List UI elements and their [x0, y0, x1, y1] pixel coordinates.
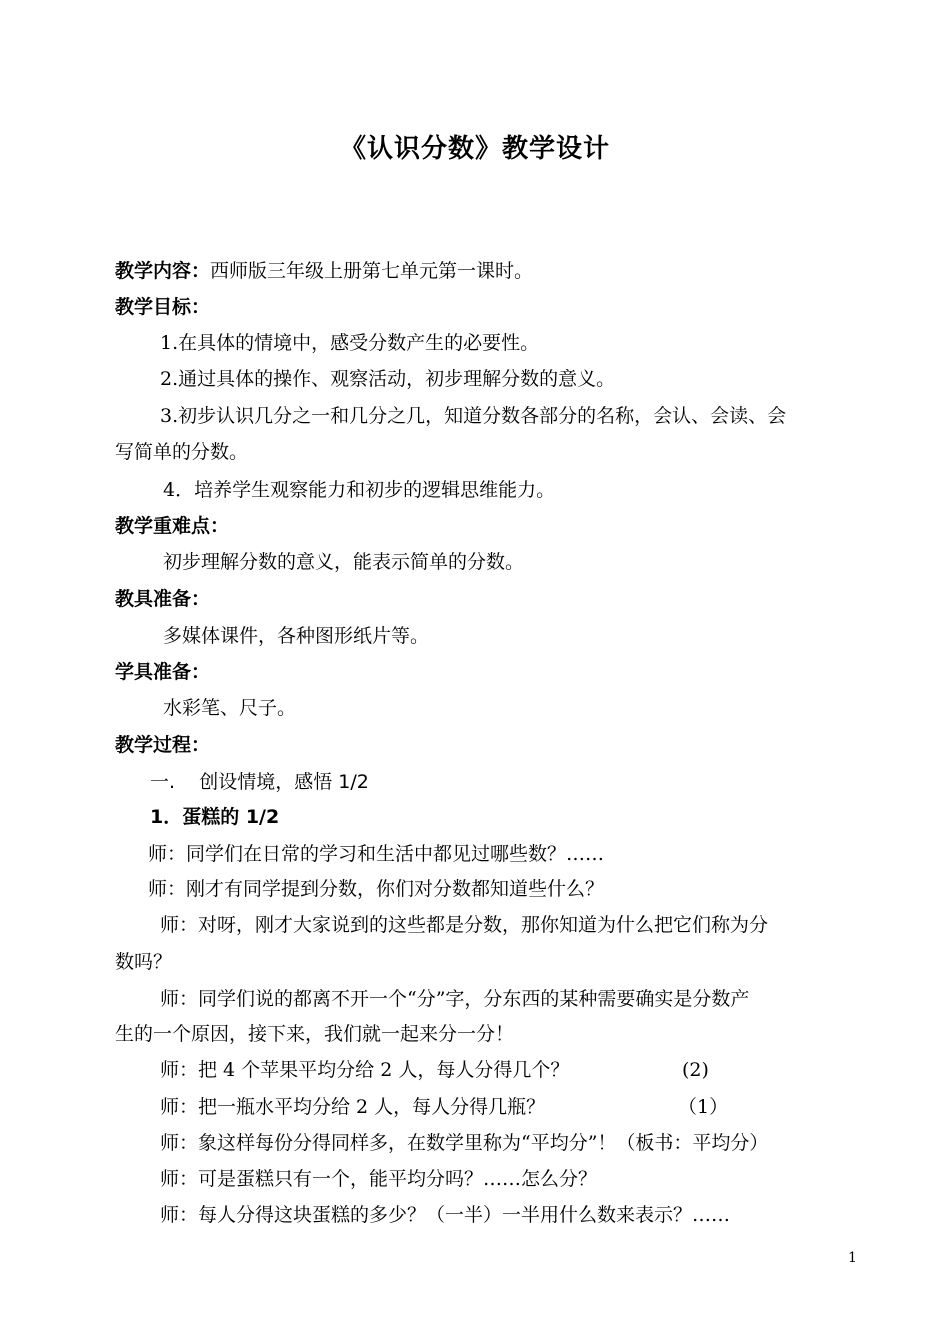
goal-item: 4．培养学生观察能力和初步的逻辑思维能力。 [163, 479, 556, 501]
content-line [115, 259, 533, 283]
process-heading: 教学过程： [115, 734, 211, 756]
document-title: 《认识分数》教学设计 [339, 134, 610, 164]
goal-item: 1.在具体的情境中，感受分数产生的必要性。 [160, 332, 540, 354]
answer-note: （1） [678, 1096, 729, 1118]
section-heading: 一. 创设情境，感悟 1/2 [150, 771, 369, 793]
dialogue-line-continuation: 生的一个原因，接下来，我们就一起来分一分！ [115, 1023, 515, 1045]
key-points-heading: 教学重难点： [115, 515, 230, 537]
dialogue-line: 师：象这样每份分得同样多，在数学里称为“平均分”！（板书：平均分） [160, 1132, 769, 1154]
dialogue-line: 师：同学们说的都离不开一个“分”字，分东西的某种需要确实是分数产 [160, 988, 750, 1010]
dialogue-line: 师：同学们在日常的学习和生活中都见过哪些数？…… [148, 843, 605, 865]
key-points-text: 初步理解分数的意义，能表示简单的分数。 [163, 551, 525, 573]
dialogue-line-continuation: 数吗？ [115, 951, 173, 973]
teacher-tools-heading: 教具准备： [115, 588, 211, 610]
dialogue-line: 师：对呀，刚才大家说到的这些都是分数，那你知道为什么把它们称为分 [160, 914, 769, 936]
student-tools-text: 水彩笔、尺子。 [163, 697, 297, 719]
teacher-tools-text: 多媒体课件，各种图形纸片等。 [163, 625, 430, 647]
student-tools-heading: 学具准备： [115, 661, 211, 683]
dialogue-line: 师：每人分得这块蛋糕的多少？（一半）一半用什么数来表示？…… [160, 1204, 731, 1226]
goal-item-continuation: 写简单的分数。 [115, 441, 249, 463]
goal-item: 3.初步认识几分之一和几分之几，知道分数各部分的名称，会认、会读、会 [160, 405, 787, 427]
dialogue-line: 师：把 4 个苹果平均分给 2 人，每人分得几个？ [160, 1059, 570, 1081]
goals-heading: 教学目标： [115, 296, 211, 318]
content-label: 教学内容： [115, 260, 211, 282]
dialogue-line: 师：可是蛋糕只有一个，能平均分吗？……怎么分？ [160, 1168, 598, 1190]
dialogue-line: 师：把一瓶水平均分给 2 人，每人分得几瓶？ [160, 1096, 546, 1118]
goal-item: 2.通过具体的操作、观察活动，初步理解分数的意义。 [160, 368, 616, 390]
content-text: 西师版三年级上册第七单元第一课时。 [210, 260, 534, 282]
subsection-heading: 1．蛋糕的 1/2 [150, 806, 280, 828]
page-number: 1 [848, 1250, 857, 1266]
answer-note: (2) [682, 1059, 709, 1081]
dialogue-line: 师：刚才有同学提到分数，你们对分数都知道些什么？ [148, 878, 605, 900]
